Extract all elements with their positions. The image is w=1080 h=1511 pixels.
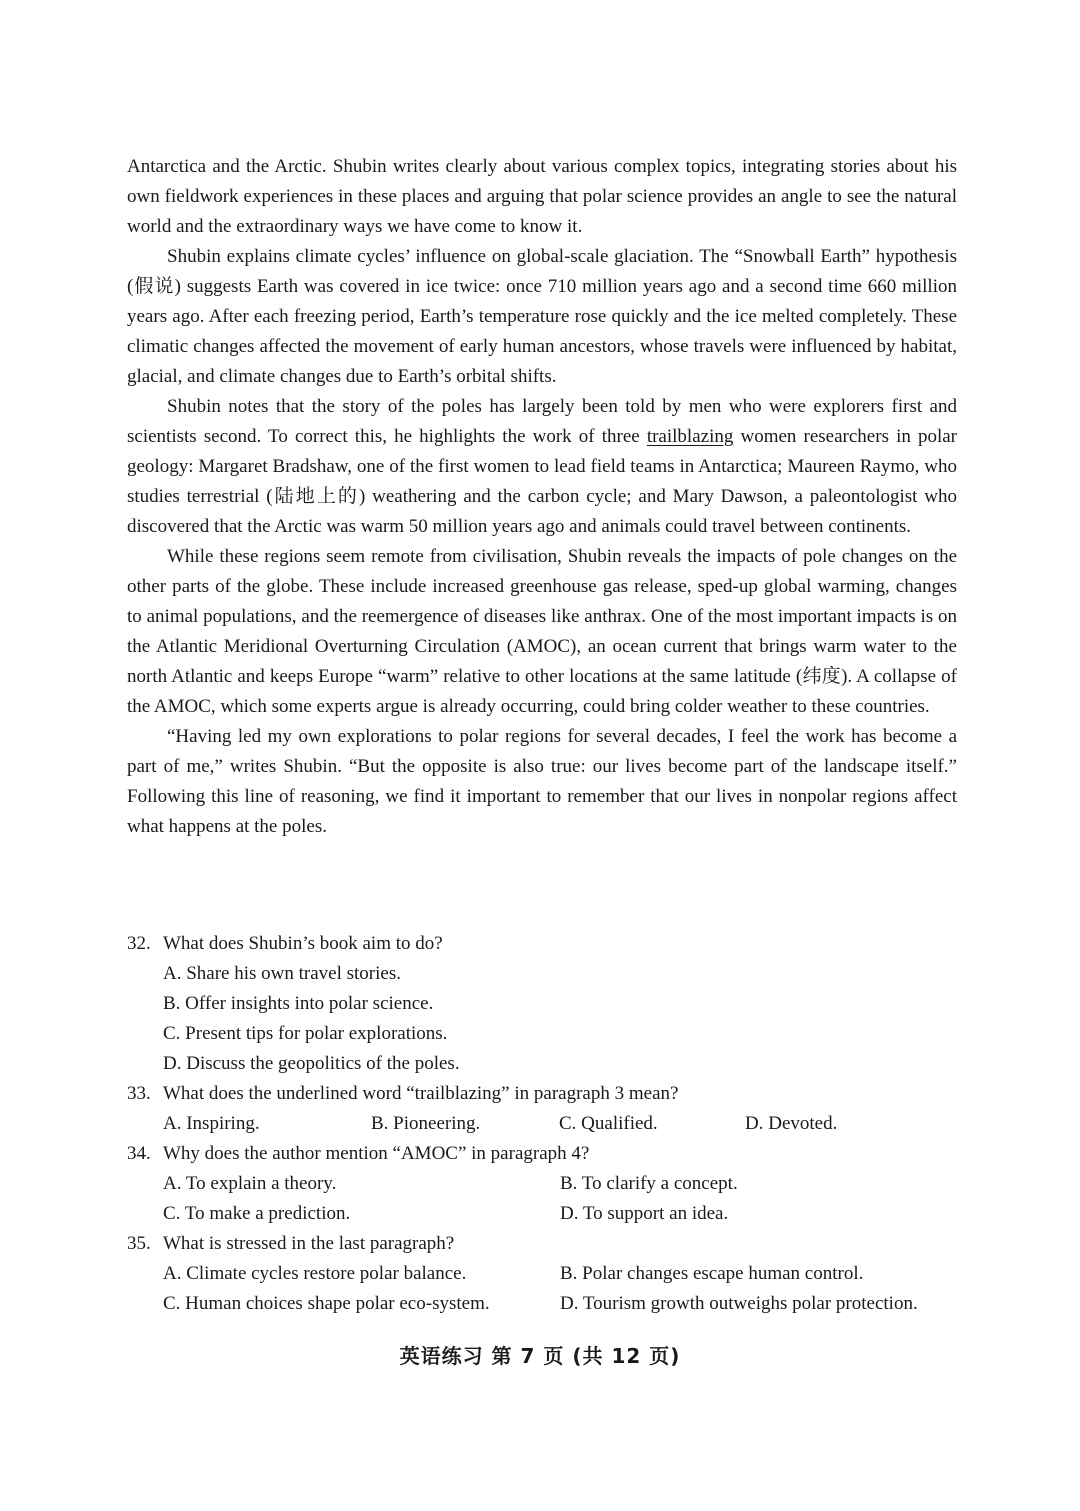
- option-d: D. Discuss the geopolitics of the poles.: [163, 1053, 460, 1074]
- question-list: [127, 929, 957, 1319]
- options-row: [163, 1199, 957, 1229]
- option-a: A. Climate cycles restore polar balance.: [163, 1263, 467, 1284]
- option-b: B. To clarify a concept.: [560, 1173, 738, 1194]
- options-row: [163, 1259, 957, 1289]
- options-row: [163, 1289, 957, 1319]
- reading-passage: [127, 152, 957, 842]
- option-b: B. Polar changes escape human control.: [560, 1263, 864, 1284]
- underlined-word: trailblazing: [646, 426, 734, 447]
- question-stem: What does the underlined word “trailblazing” in paragraph 3 mean?: [163, 1083, 679, 1104]
- question-number: 34.: [127, 1143, 151, 1164]
- option-d: D. To support an idea.: [560, 1203, 729, 1224]
- question-stem: Why does the author mention “AMOC” in paragraph 4?: [163, 1143, 590, 1164]
- page-footer: 英语练习 第 7 页 (共 12 页): [399, 1344, 681, 1368]
- paragraph-3: [127, 392, 957, 542]
- option-b: B. Pioneering.: [371, 1113, 481, 1134]
- paragraph-2: Shubin explains climate cycles’ influence on global-scale glaciation. The “Snowball Earth” hypothesis (假说) suggests Earth was covered in ice twice: once 710 million years ago and a second time 660 million years ago. After each freezing period, Earth’s temperature rose quickly and the ice melted completely. These climatic changes affected the movement of early human ancestors, whose travels were influenced by habitat, glacial, and climate changes due to Earth’s orbital shifts.: [127, 246, 957, 387]
- question-33: [127, 1079, 957, 1109]
- option-a: A. To explain a theory.: [163, 1173, 337, 1194]
- option-b: B. Offer insights into polar science.: [163, 993, 434, 1014]
- question-number: 33.: [127, 1083, 151, 1104]
- paragraph-3-part-1: Shubin notes that the story of the poles has largely been told by men who were explorers first and scientists second. To correct this, he highlights the work of three: [127, 396, 957, 447]
- paragraph-5: “Having led my own explorations to polar regions for several decades, I feel the work has become a part of me,” writes Shubin. “But the opposite is also true: our lives become part of the landscape itself.” Following this line of reasoning, we find it important to remember that our lives in nonpolar regions affect what happens at the poles.: [127, 726, 957, 837]
- question-35: [127, 1229, 957, 1259]
- option-d: D. Devoted.: [745, 1113, 838, 1134]
- question-number: 35.: [127, 1233, 151, 1254]
- paragraph-4: While these regions seem remote from civilisation, Shubin reveals the impacts of pole changes on the other parts of the globe. These include increased greenhouse gas release, sped-up global warming, changes to animal populations, and the reemergence of diseases like anthrax. One of the most important impacts is on the Atlantic Meridional Overturning Circulation (AMOC), an ocean current that brings warm water to the north Atlantic and keeps Europe “warm” relative to other locations at the same latitude (纬度). A collapse of the AMOC, which some experts argue is already occurring, could bring colder weather to these countries.: [127, 546, 957, 717]
- options-row: [163, 1109, 957, 1139]
- question-stem: What does Shubin’s book aim to do?: [163, 933, 443, 954]
- option-c: C. Qualified.: [559, 1113, 658, 1134]
- question-34: [127, 1139, 957, 1169]
- option-a: A. Inspiring.: [163, 1113, 260, 1134]
- question-number: 32.: [127, 933, 151, 954]
- option-c: C. To make a prediction.: [163, 1203, 351, 1224]
- option-c: C. Present tips for polar explorations.: [163, 1023, 448, 1044]
- paragraph-1: Antarctica and the Arctic. Shubin writes clearly about various complex topics, integrating stories about his own fieldwork experiences in these places and arguing that polar science provides an angle to see the natural world and the extraordinary ways we have come to know it.: [127, 156, 957, 237]
- paragraph-3-part-2: women researchers in polar geology: Margaret Bradshaw, one of the first women to lead field teams in Antarctica; Maureen Raymo, who studies terrestrial (陆地上的) weathering and the carbon cycle; and Mary Dawson, a paleontologist who discovered that the Arctic was warm 50 million years ago and animals could travel between continents.: [127, 426, 958, 537]
- option-d: D. Tourism growth outweighs polar protection.: [560, 1293, 918, 1314]
- question-stem: What is stressed in the last paragraph?: [163, 1233, 455, 1254]
- option-a: A. Share his own travel stories.: [163, 963, 401, 984]
- options-row: [163, 1169, 957, 1199]
- question-32: [127, 929, 957, 959]
- option-c: C. Human choices shape polar eco-system.: [163, 1293, 490, 1314]
